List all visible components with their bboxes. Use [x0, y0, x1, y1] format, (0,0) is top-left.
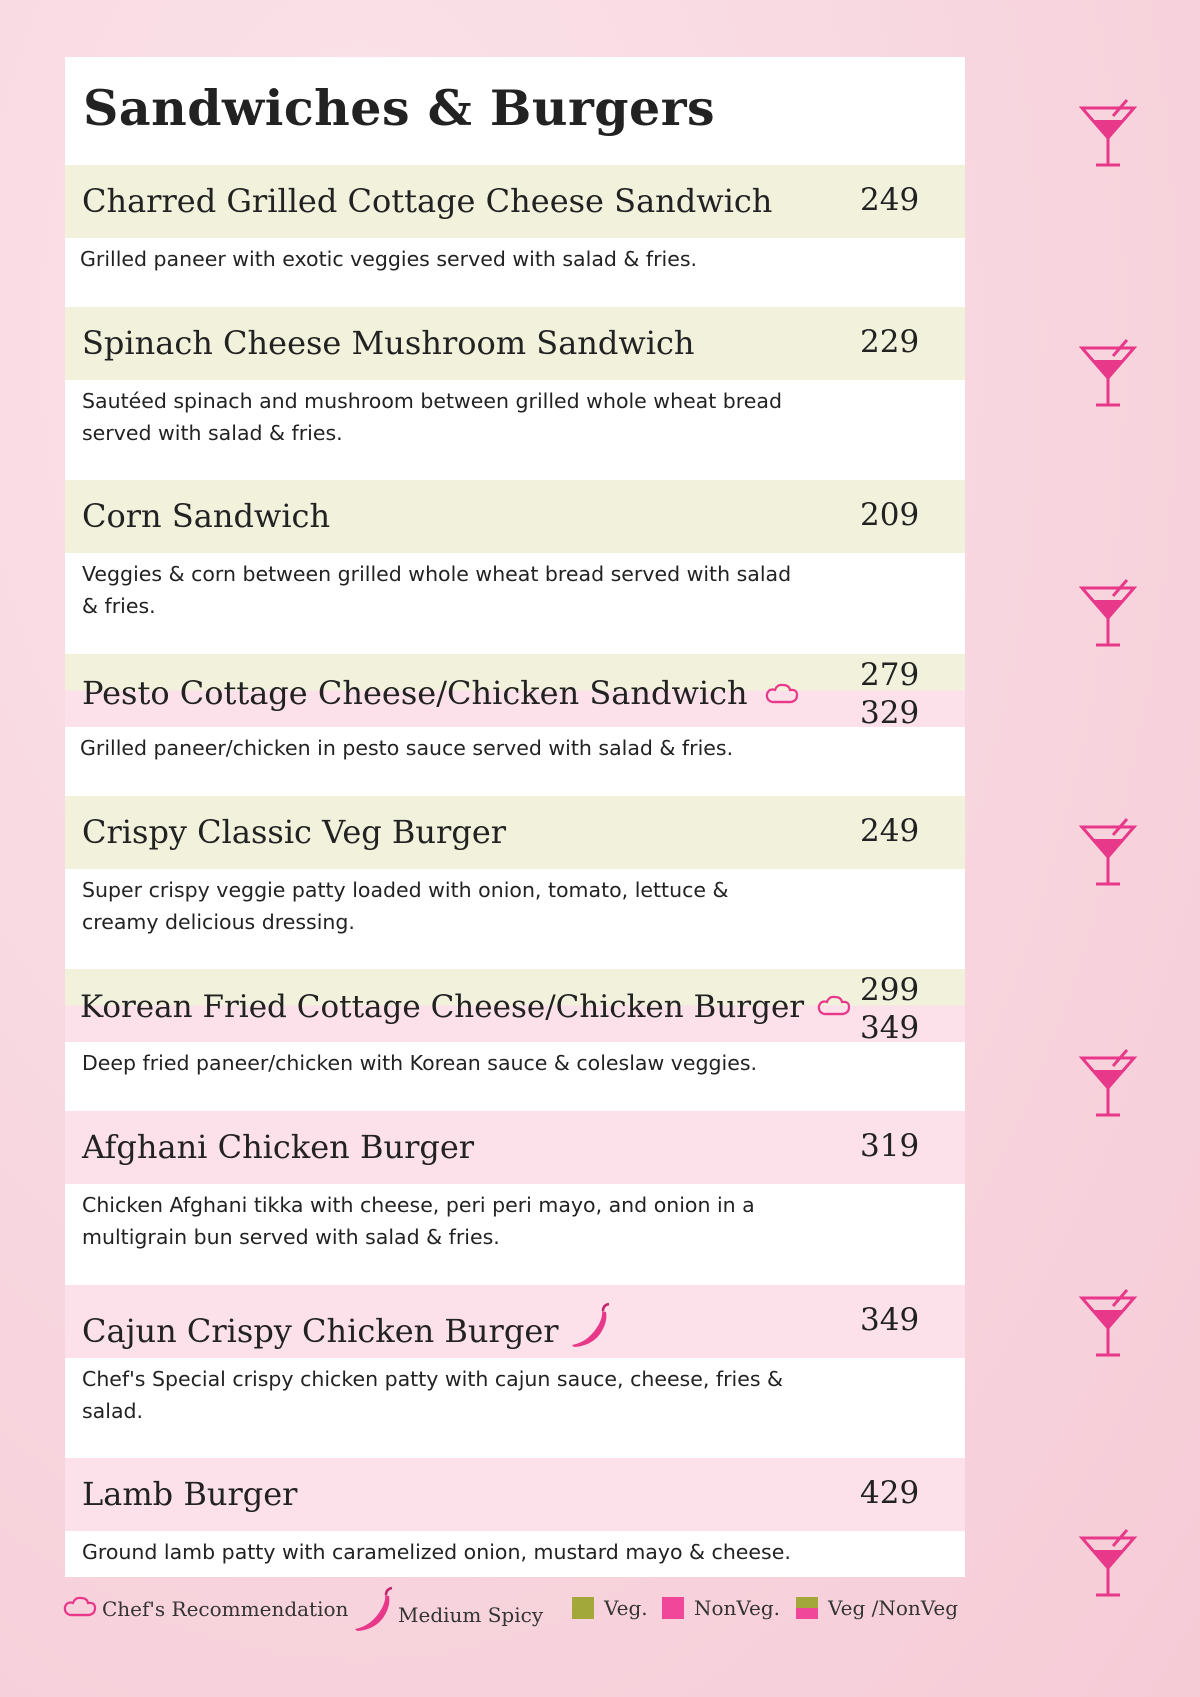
item-name: Crispy Classic Veg Burger [82, 813, 507, 851]
item-name: Afghani Chicken Burger [82, 1128, 475, 1166]
cocktail-glass-icon [1077, 338, 1139, 410]
item-name-row [80, 989, 852, 1027]
legend-spicy [352, 1586, 543, 1637]
legend-mixed [796, 1596, 958, 1620]
chef-hat-icon [816, 991, 852, 1027]
item-name: Spinach Cheese Mushroom Sandwich [82, 324, 695, 362]
legend-nonveg [662, 1596, 780, 1620]
item-price-pair [860, 971, 960, 1047]
nonveg-swatch [662, 1597, 684, 1619]
item-name: Pesto Cottage Cheese/Chicken Sandwich [82, 674, 748, 712]
item-description: Grilled paneer with exotic veggies served with salad & fries. [80, 247, 698, 271]
chili-pepper-icon [352, 1586, 396, 1637]
item-price: 209 [860, 497, 920, 533]
item-description: Grilled paneer/chicken in pesto sauce served with salad & fries. [80, 736, 734, 760]
item-description: Chicken Afghani tikka with cheese, peri peri mayo, and onion in a multigrain bun served with salad & fries. [82, 1193, 755, 1249]
cocktail-glass-icon [1077, 98, 1139, 170]
item-name: Cajun Crispy Chicken Burger [82, 1312, 559, 1350]
chili-pepper-icon [569, 1302, 613, 1356]
item-price-nonveg: 329 [860, 695, 920, 731]
legend-veg [572, 1596, 648, 1620]
cocktail-glass-icon [1077, 578, 1139, 650]
item-price-nonveg: 349 [860, 1010, 920, 1046]
item-price-pair [860, 656, 960, 732]
veg-swatch [572, 1597, 594, 1619]
item-name: Lamb Burger [82, 1475, 298, 1513]
veg-nonveg-swatch [796, 1597, 818, 1619]
menu-card [65, 57, 965, 1577]
item-price: 349 [860, 1302, 920, 1338]
item-description: Super crispy veggie patty loaded with onion, tomato, lettuce & creamy delicious dressing. [82, 878, 729, 934]
item-description: Deep fried paneer/chicken with Korean sauce & coleslaw veggies. [82, 1051, 758, 1075]
item-price: 319 [860, 1128, 920, 1164]
legend-spicy-label: Medium Spicy [398, 1603, 544, 1627]
item-name: Charred Grilled Cottage Cheese Sandwich [82, 182, 773, 220]
item-description: Chef's Special crispy chicken patty with cajun sauce, cheese, fries & salad. [82, 1367, 784, 1423]
item-price: 229 [860, 324, 920, 360]
item-price-veg: 279 [860, 657, 920, 693]
legend-veg-label: Veg. [604, 1596, 648, 1620]
legend-nonveg-label: NonVeg. [694, 1596, 781, 1620]
cocktail-glass-icon [1077, 1288, 1139, 1360]
legend-chef [62, 1596, 348, 1625]
cocktail-glass-icon [1077, 1048, 1139, 1120]
chef-hat-icon [764, 677, 800, 715]
item-name: Korean Fried Cottage Cheese/Chicken Burger [80, 989, 805, 1025]
item-price: 429 [860, 1475, 920, 1511]
item-name-row [82, 674, 800, 715]
item-description: Veggies & corn between grilled whole wheat bread served with salad & fries. [82, 562, 792, 618]
item-description: Sautéed spinach and mushroom between grilled whole wheat bread served with salad & fries. [82, 389, 782, 445]
item-name-row [82, 1302, 613, 1356]
item-description: Ground lamb patty with caramelized onion, mustard mayo & cheese. [82, 1540, 791, 1564]
item-price-veg: 299 [860, 972, 920, 1008]
cocktail-glass-icon [1077, 1528, 1139, 1600]
legend-mixed-label: Veg /NonVeg [828, 1596, 959, 1620]
page-title: Sandwiches & Burgers [83, 79, 716, 137]
item-price: 249 [860, 182, 920, 218]
cocktail-glass-icon [1077, 817, 1139, 889]
item-name: Corn Sandwich [82, 497, 331, 535]
legend-chef-label: Chef's Recommendation [102, 1597, 349, 1621]
chef-hat-icon [62, 1596, 98, 1625]
item-price: 249 [860, 813, 920, 849]
legend [62, 1590, 982, 1630]
